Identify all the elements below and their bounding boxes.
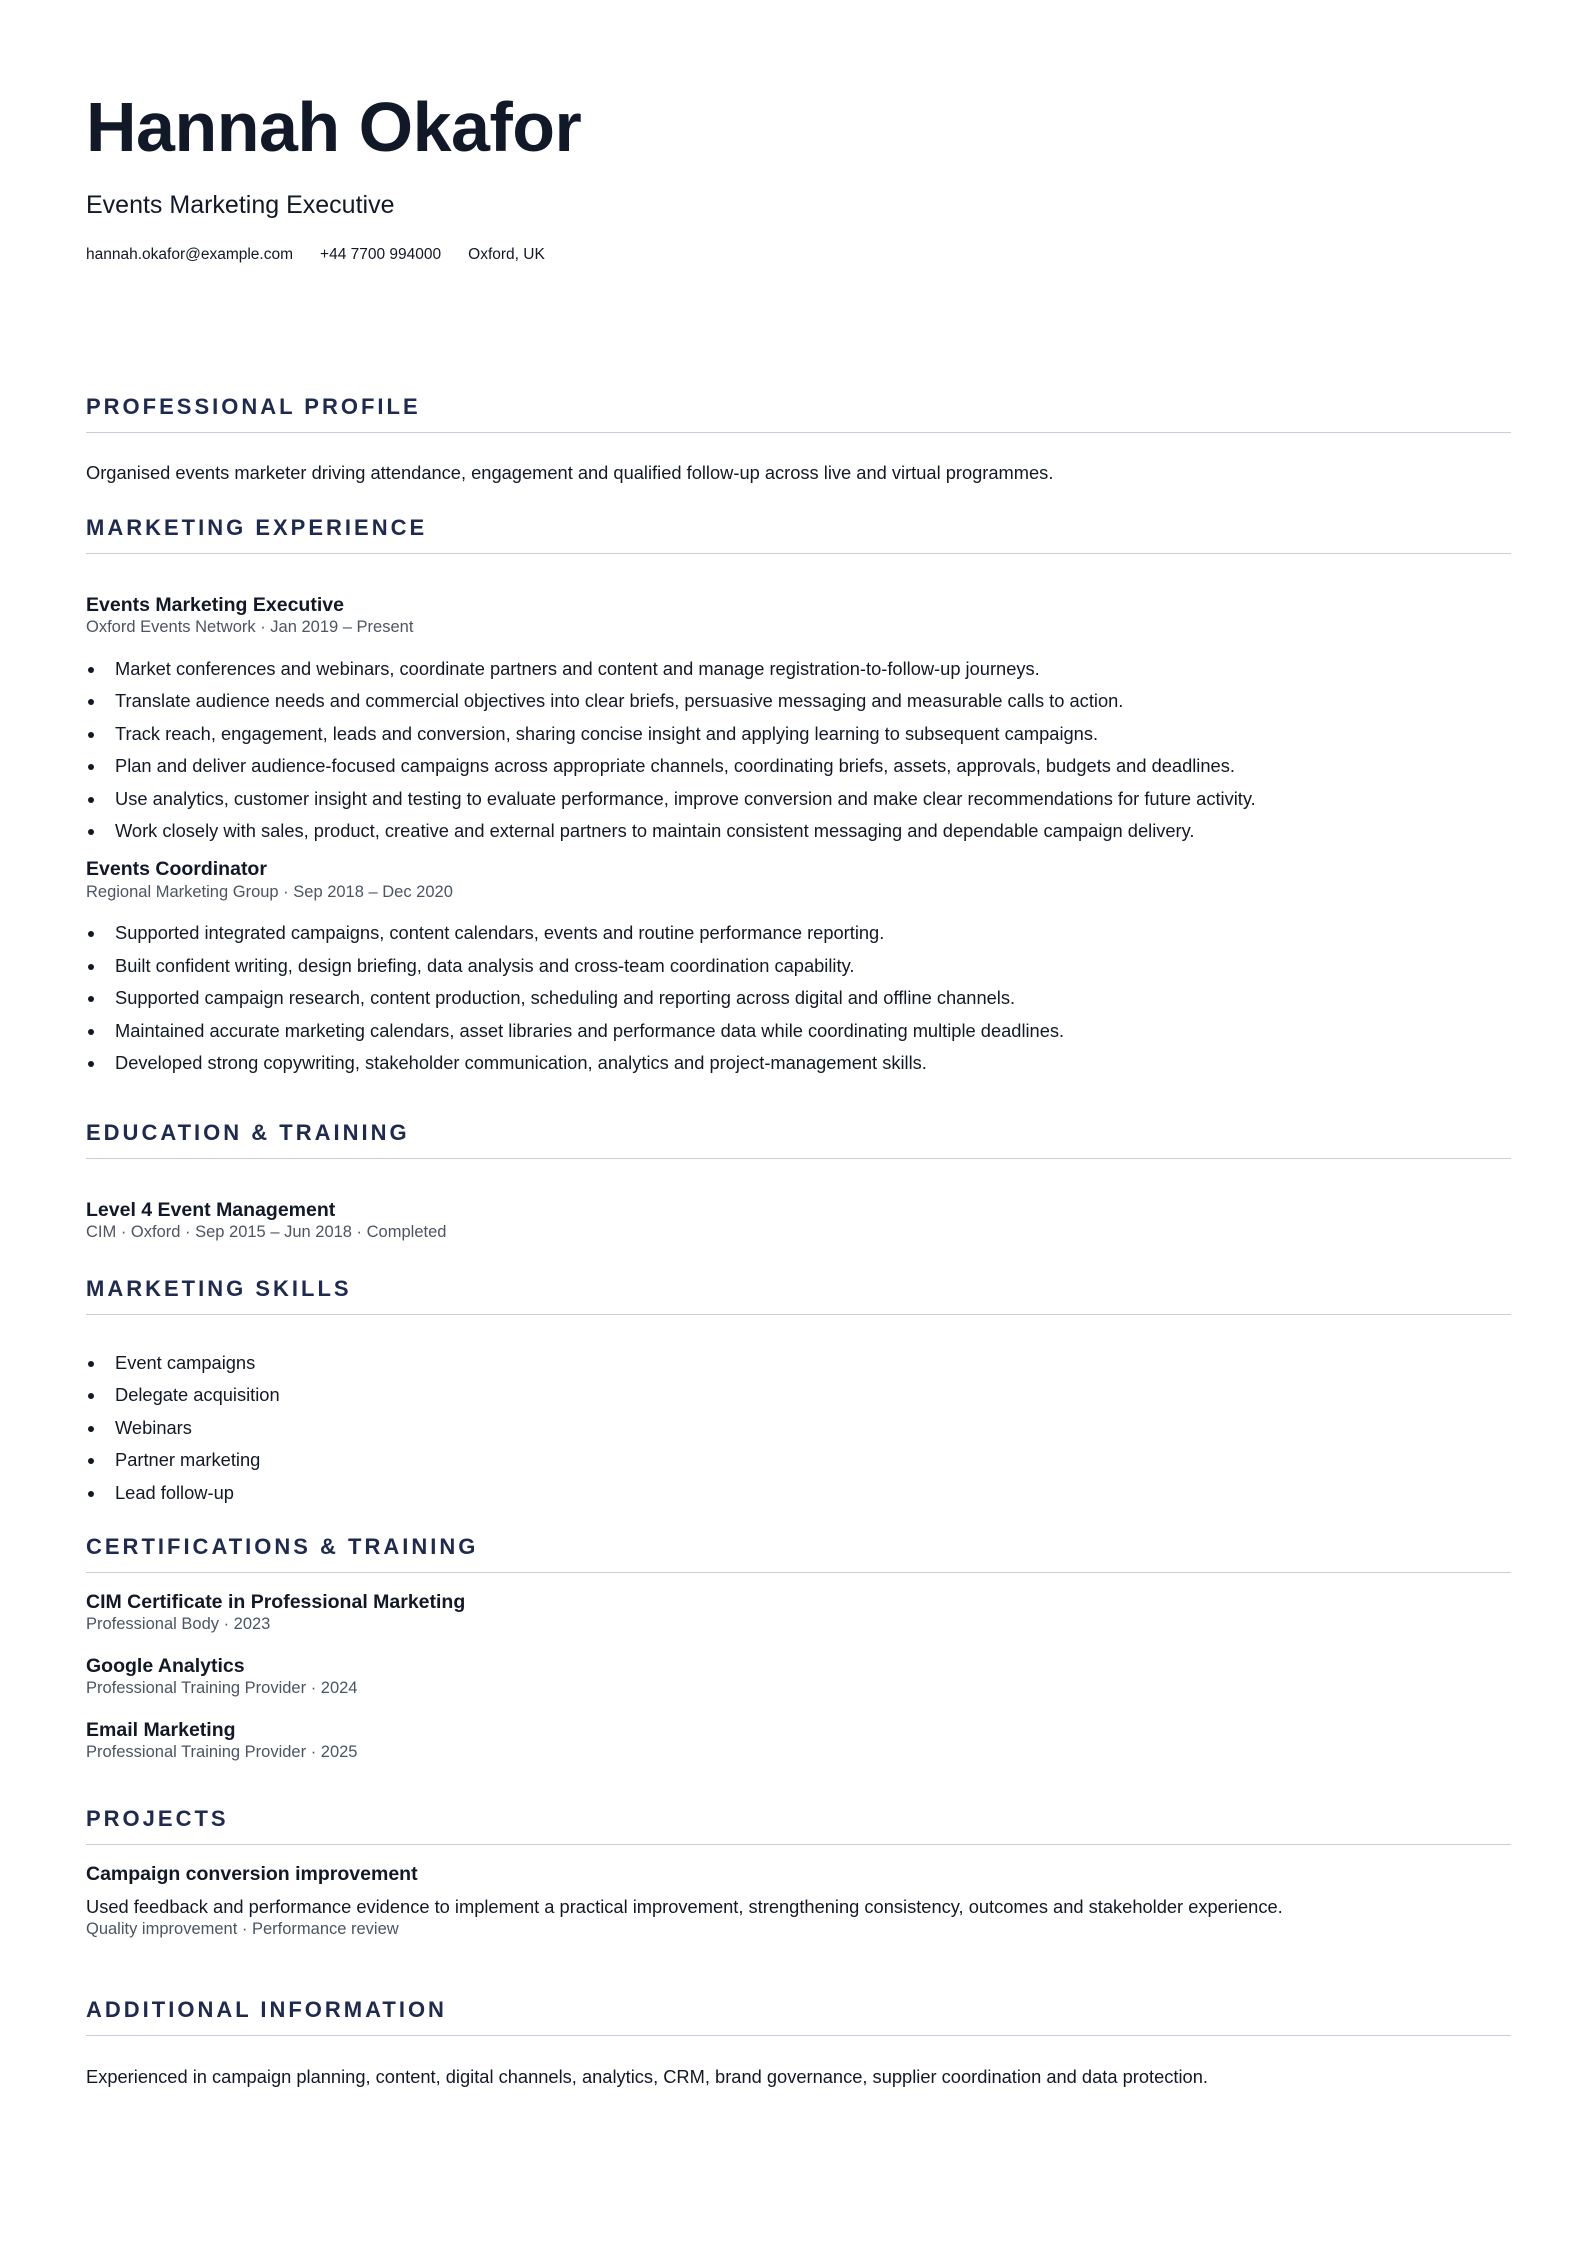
list-item: Track reach, engagement, leads and conversion, sharing concise insight and applying learning to subsequent campaigns. [86, 718, 1511, 750]
project-entry [86, 1863, 1511, 1940]
certification-entry [86, 1719, 1511, 1763]
project-meta: Quality improvement · Performance review [86, 1920, 399, 1939]
job-bullets [86, 653, 1511, 847]
project-description: Used feedback and performance evidence to implement a practical improvement, strengthening consistency, outcomes and stakeholder experience. [86, 1896, 1283, 1918]
skills-section [86, 1278, 1511, 1509]
list-item: Partner marketing [86, 1444, 1511, 1476]
section-title-profile: PROFESSIONAL PROFILE [86, 394, 421, 419]
section-title-experience: MARKETING EXPERIENCE [86, 515, 428, 540]
certifications-section [86, 1536, 1511, 1763]
contact-location: Oxford, UK [468, 246, 545, 263]
projects-section [86, 1808, 1511, 1940]
additional-text: Experienced in campaign planning, content, digital channels, analytics, CRM, brand governance, supplier coordination and data protection. [86, 2066, 1208, 2087]
certification-entry [86, 1655, 1511, 1699]
list-item: Maintained accurate marketing calendars, asset libraries and performance data while coordinating multiple deadlines. [86, 1015, 1511, 1047]
section-divider [86, 1844, 1511, 1845]
certification-name: Email Marketing [86, 1719, 236, 1742]
job-entry [86, 858, 1511, 1079]
list-item: Developed strong copywriting, stakeholder communication, analytics and project-management skills. [86, 1047, 1511, 1079]
section-title-certifications: CERTIFICATIONS & TRAINING [86, 1534, 479, 1559]
section-title-additional: ADDITIONAL INFORMATION [86, 1997, 447, 2022]
section-divider [86, 1158, 1511, 1159]
job-role: Events Coordinator [86, 858, 267, 881]
certification-entry [86, 1591, 1511, 1635]
list-item: Supported campaign research, content production, scheduling and reporting across digital and offline channels. [86, 982, 1511, 1014]
job-entry [86, 594, 1511, 847]
candidate-headline: Events Marketing Executive [86, 191, 395, 219]
contact-email: hannah.okafor@example.com [86, 246, 294, 263]
section-divider [86, 1314, 1511, 1315]
job-role: Events Marketing Executive [86, 594, 344, 616]
list-item: Supported integrated campaigns, content calendars, events and routine performance reporting. [86, 917, 1511, 949]
list-item: Plan and deliver audience-focused campaigns across appropriate channels, coordinating briefs, assets, approvals, budgets and deadlines. [86, 750, 1511, 782]
list-item: Event campaigns [86, 1347, 1511, 1379]
project-name: Campaign conversion improvement [86, 1863, 418, 1885]
contact-phone: +44 7700 994000 [320, 246, 442, 263]
section-title-education: EDUCATION & TRAINING [86, 1120, 410, 1145]
job-meta: Oxford Events Network · Jan 2019 – Present [86, 618, 414, 637]
certification-meta: Professional Body · 2023 [86, 1615, 271, 1634]
section-title-projects: PROJECTS [86, 1806, 229, 1831]
list-item: Delegate acquisition [86, 1379, 1511, 1411]
list-item: Built confident writing, design briefing, data analysis and cross-team coordination capability. [86, 950, 1511, 982]
education-name: Level 4 Event Management [86, 1199, 336, 1221]
education-section [86, 1122, 1511, 1243]
job-bullets [86, 917, 1511, 1079]
contact-line [86, 246, 545, 265]
additional-section [86, 1999, 1511, 2089]
section-divider [86, 2035, 1511, 2036]
profile-section [86, 396, 1511, 485]
section-divider [86, 553, 1511, 554]
section-divider [86, 1572, 1511, 1573]
candidate-name: Hannah Okafor [86, 88, 582, 166]
experience-section [86, 517, 1511, 1080]
list-item: Market conferences and webinars, coordinate partners and content and manage registration-to-follow-up journeys. [86, 653, 1511, 685]
education-meta: CIM · Oxford · Sep 2015 – Jun 2018 · Completed [86, 1223, 447, 1242]
list-item: Webinars [86, 1412, 1511, 1444]
list-item: Use analytics, customer insight and testing to evaluate performance, improve conversion and make clear recommendations for future activity. [86, 783, 1511, 815]
profile-text: Organised events marketer driving attendance, engagement and qualified follow-up across live and virtual programmes. [86, 462, 1054, 483]
certification-meta: Professional Training Provider · 2025 [86, 1743, 358, 1762]
skills-list [86, 1347, 1511, 1509]
list-item: Lead follow-up [86, 1477, 1511, 1509]
list-item: Translate audience needs and commercial objectives into clear briefs, persuasive messaging and measurable calls to action. [86, 685, 1511, 717]
certification-meta: Professional Training Provider · 2024 [86, 1679, 358, 1698]
job-meta: Regional Marketing Group · Sep 2018 – Dec 2020 [86, 882, 453, 901]
section-divider [86, 432, 1511, 433]
section-title-skills: MARKETING SKILLS [86, 1276, 352, 1301]
certification-name: CIM Certificate in Professional Marketing [86, 1591, 466, 1613]
certification-name: Google Analytics [86, 1655, 245, 1678]
list-item: Work closely with sales, product, creative and external partners to maintain consistent messaging and dependable campaign delivery. [86, 815, 1511, 847]
education-entry [86, 1199, 1511, 1243]
